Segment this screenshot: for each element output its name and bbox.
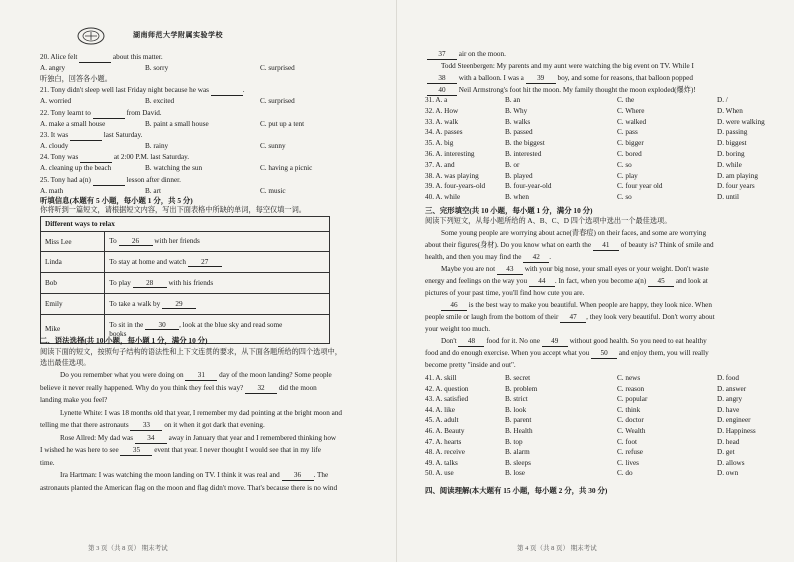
right-page bbox=[397, 0, 794, 562]
text-run: and look at bbox=[674, 277, 708, 285]
answer-blank[interactable] bbox=[211, 86, 243, 96]
text-run: To play bbox=[109, 278, 133, 287]
choice-d: D. were walking bbox=[717, 117, 765, 126]
option-a: A. make a small house bbox=[40, 119, 106, 128]
answer-blank[interactable]: 42 bbox=[523, 253, 549, 263]
choice-c: C. Where bbox=[617, 106, 645, 115]
answer-blank[interactable]: 27 bbox=[188, 258, 222, 267]
passage-line bbox=[40, 484, 337, 493]
choice-c: C. do bbox=[617, 469, 633, 478]
section-instruction: 阅读下面的短文，按照句子结构的语法性和上下文连贯的要求，从下面各题所给的四个选项中， bbox=[40, 348, 342, 356]
section-instruction: 你将听到一篇短文，请根据短文内容，写出下面表格中所缺的单词，每空仅填一词。 bbox=[40, 206, 306, 214]
person-name: Miss Lee bbox=[41, 232, 105, 252]
choice-b: B. walks bbox=[505, 117, 531, 126]
answer-blank[interactable]: 29 bbox=[162, 300, 196, 309]
answer-blank[interactable] bbox=[80, 153, 112, 163]
page-footer: 第 4 页（共 8 页） 期末考试 bbox=[517, 545, 597, 552]
text-run: lesson after dinner. bbox=[124, 175, 181, 184]
choice-b: B. or bbox=[505, 160, 520, 169]
text-run: with his friends bbox=[166, 278, 214, 287]
table-row bbox=[41, 273, 330, 294]
choice-d: D. own bbox=[717, 469, 739, 478]
choice-c: C. reason bbox=[617, 384, 645, 393]
text-run: 22. Tony learnt to bbox=[40, 108, 93, 117]
text-run: Maybe you are not bbox=[441, 265, 497, 273]
choice-b: B. problem bbox=[505, 384, 538, 393]
option-a: A. angry bbox=[40, 64, 66, 72]
choice-b: B. Why bbox=[505, 106, 528, 115]
answer-blank[interactable]: 41 bbox=[593, 241, 619, 251]
text-run: food for it. No one bbox=[484, 337, 542, 345]
choice-c: C. lives bbox=[617, 458, 639, 467]
choice-a: 36. A. interesting bbox=[425, 150, 475, 158]
choice-d: D. / bbox=[717, 96, 728, 104]
choice-c: C. foot bbox=[617, 437, 637, 446]
passage-line bbox=[425, 361, 516, 370]
school-logo-icon bbox=[76, 26, 106, 46]
text-run: with your big nose, your small eyes or your weight. Don't waste bbox=[522, 265, 709, 273]
person-name: Mike bbox=[41, 315, 105, 344]
choice-c: C. bored bbox=[617, 150, 642, 158]
passage-line bbox=[427, 50, 506, 60]
text-run: on it when it got dark that evening. bbox=[162, 421, 265, 429]
text-run: , look at the blue sky and read some bbox=[179, 320, 283, 329]
text-run: astronauts planted the American flag on the moon and flag didn't move. That's because there is no wind bbox=[40, 484, 338, 492]
table-heading: Different ways to relax bbox=[41, 217, 330, 232]
text-run: Some young people are worrying about acne(青春痘) on their faces, and some are worrying bbox=[441, 229, 707, 237]
passage-line bbox=[40, 396, 107, 405]
answer-blank[interactable]: 37 bbox=[427, 50, 457, 60]
choice-a: 43. A. satisfied bbox=[425, 395, 469, 404]
relax-table bbox=[40, 216, 330, 344]
question-stem bbox=[40, 86, 245, 96]
question-stem bbox=[40, 131, 142, 141]
text-run: did the moon bbox=[277, 384, 317, 392]
choice-b: B. four-year-old bbox=[505, 182, 552, 191]
option-b: B. sorry bbox=[145, 64, 169, 72]
text-run: books bbox=[109, 329, 127, 338]
answer-blank[interactable]: 30 bbox=[145, 321, 179, 330]
choice-b: B. played bbox=[505, 171, 533, 180]
person-name: Emily bbox=[41, 294, 105, 315]
person-name: Bob bbox=[41, 273, 105, 294]
option-c: C. music bbox=[260, 186, 286, 195]
choice-d: D. four years bbox=[717, 182, 755, 191]
option-a: A. cloudy bbox=[40, 141, 69, 150]
choice-d: D. When bbox=[717, 106, 743, 115]
choice-c: C. doctor bbox=[617, 416, 644, 425]
passage-line bbox=[60, 371, 332, 381]
answer-blank[interactable]: 33 bbox=[130, 421, 162, 431]
choice-d: D. have bbox=[717, 405, 740, 414]
choice-b: B. lose bbox=[505, 469, 525, 478]
text-run: about this matter. bbox=[111, 53, 163, 61]
listening-prompt: 听独白，回答各小题。 bbox=[40, 75, 112, 83]
passage-line bbox=[425, 253, 551, 263]
passage-line bbox=[425, 325, 490, 334]
text-run: Do you remember what you were doing on bbox=[60, 371, 186, 379]
table-row bbox=[41, 252, 330, 273]
choice-b: B. parent bbox=[505, 416, 532, 425]
option-c: C. sunny bbox=[260, 141, 286, 150]
passage-line bbox=[441, 229, 706, 238]
question-stem bbox=[40, 109, 162, 119]
text-run: health, and then you may find the bbox=[425, 253, 524, 261]
passage-line bbox=[40, 384, 317, 394]
text-run: To stay at home and watch bbox=[109, 257, 188, 266]
text-run: event that year. I never thought I would see that in my life bbox=[152, 446, 321, 454]
section-instruction: 选出最佳选项。 bbox=[40, 359, 91, 367]
text-run: , they look very beautiful. Don't worry about bbox=[586, 313, 715, 321]
choice-c: C. four year old bbox=[617, 182, 663, 191]
choice-d: D. passing bbox=[717, 128, 748, 137]
activity-cell bbox=[105, 294, 330, 315]
choice-d: D. angry bbox=[717, 395, 743, 404]
choice-b: B. Health bbox=[505, 427, 533, 435]
text-run: Todd Steenbergen: My parents and my aunt were watching the big event on TV. While I bbox=[441, 62, 694, 70]
answer-blank[interactable]: 45 bbox=[648, 277, 674, 287]
choice-c: C. news bbox=[617, 374, 641, 382]
text-run: 20. Alice felt bbox=[40, 53, 80, 61]
school-name: 湖南师范大学附属实验学校 bbox=[133, 31, 223, 39]
text-run: telling me that there astronauts bbox=[40, 421, 131, 429]
choice-d: D. get bbox=[717, 448, 735, 457]
answer-blank[interactable]: 47 bbox=[560, 313, 586, 323]
choice-c: C. Wealth bbox=[617, 427, 646, 435]
passage-line bbox=[427, 86, 696, 96]
answer-blank[interactable]: 34 bbox=[135, 434, 167, 444]
text-run: 21. Tony didn't sleep well last Friday night because he was bbox=[40, 86, 211, 95]
choice-a: 37. A. and bbox=[425, 160, 455, 169]
choice-b: B. the biggest bbox=[505, 139, 545, 148]
text-run: and enjoy them, you will really bbox=[617, 349, 709, 357]
choice-b: B. secret bbox=[505, 374, 531, 382]
choice-a: 39. A. four-years-old bbox=[425, 182, 486, 191]
activity-cell bbox=[105, 273, 330, 294]
answer-blank[interactable]: 32 bbox=[245, 384, 277, 394]
text-run: Ira Hartman: I was watching the moon landing on TV. I think it was real and bbox=[60, 471, 282, 479]
choice-a: 44. A. like bbox=[425, 405, 455, 414]
choice-d: D. boring bbox=[717, 150, 745, 158]
text-run: . bbox=[242, 86, 245, 95]
choice-b: B. interested bbox=[505, 150, 542, 158]
text-run: Rose Allred: My dad was bbox=[60, 434, 135, 442]
choice-d: D. while bbox=[717, 160, 742, 169]
answer-blank[interactable]: 35 bbox=[120, 446, 152, 456]
text-run: energy and feelings on the way you bbox=[425, 277, 529, 285]
answer-blank[interactable] bbox=[79, 53, 111, 63]
option-a: A. math bbox=[40, 186, 64, 195]
text-run: 25. Tony had a(n) bbox=[40, 175, 93, 184]
choice-a: 45. A. adult bbox=[425, 416, 459, 425]
text-run: pictures of your past time, you'll find how cute you are. bbox=[425, 289, 585, 297]
choice-a: 46. A. Beauty bbox=[425, 427, 465, 435]
passage-line bbox=[441, 301, 712, 311]
text-run: Neil Armstrong's foot hit the moon. My family thought the moon exploded(爆炸)! bbox=[457, 86, 696, 94]
table-row bbox=[41, 294, 330, 315]
text-run: about their figures(身材). Do you know what on earth the bbox=[425, 241, 593, 249]
answer-blank[interactable]: 50 bbox=[591, 349, 617, 359]
text-run: from David. bbox=[124, 108, 162, 117]
choice-b: B. when bbox=[505, 193, 529, 202]
text-run: . The bbox=[313, 471, 329, 479]
section-title-cloze: 三、完形填空(共 10 小题，每小题 1 分，满分 10 分) bbox=[425, 206, 593, 215]
passage-line bbox=[425, 313, 715, 323]
choice-d: D. Happiness bbox=[717, 427, 756, 435]
choice-d: D. until bbox=[717, 193, 739, 202]
table-row bbox=[41, 217, 330, 232]
option-b: B. art bbox=[145, 186, 161, 195]
text-run: boy, and some for reasons, that balloon popped bbox=[555, 74, 693, 82]
answer-blank[interactable]: 26 bbox=[119, 237, 153, 246]
text-run: 24. Tony was bbox=[40, 153, 81, 162]
choice-a: 49. A. talks bbox=[425, 458, 458, 467]
choice-a: 50. A. use bbox=[425, 469, 454, 478]
passage-line bbox=[40, 459, 55, 468]
passage-line bbox=[40, 446, 321, 456]
answer-blank[interactable]: 36 bbox=[282, 471, 314, 481]
question-stem bbox=[40, 153, 189, 163]
text-run: away in January that year and I remembered thinking how bbox=[166, 434, 337, 442]
passage-line bbox=[441, 337, 707, 347]
option-c: C. put up a tent bbox=[260, 119, 305, 128]
choice-d: D. am playing bbox=[717, 171, 758, 180]
text-run: . bbox=[549, 253, 552, 261]
person-name: Linda bbox=[41, 252, 105, 273]
choice-c: C. popular bbox=[617, 395, 648, 404]
section-title-fill: 听填信息(本题有 5 小题，每小题 1 分，共 5 分) bbox=[40, 196, 193, 205]
section-instruction: 阅读下列短文，从每小题所给的 A、B、C、D 四个选项中选出一个最佳选项。 bbox=[425, 217, 672, 225]
option-b: B. rainy bbox=[145, 141, 169, 150]
option-c: C. surprised bbox=[260, 97, 295, 106]
answer-blank[interactable]: 43 bbox=[497, 265, 523, 275]
text-run: with a balloon. I was a bbox=[457, 74, 526, 82]
choice-a: 47. A. hearts bbox=[425, 437, 462, 446]
passage-line bbox=[60, 434, 336, 444]
answer-blank[interactable]: 46 bbox=[441, 301, 467, 311]
option-b: B. excited bbox=[145, 97, 175, 106]
answer-blank[interactable]: 31 bbox=[185, 371, 217, 381]
answer-blank[interactable] bbox=[70, 131, 102, 141]
choice-b: B. sleeps bbox=[505, 458, 531, 467]
text-run: without good health. So you need to eat healthy bbox=[567, 337, 707, 345]
choice-a: 31. A. a bbox=[425, 96, 448, 104]
answer-blank[interactable]: 39 bbox=[526, 74, 556, 84]
answer-blank[interactable]: 40 bbox=[427, 86, 457, 96]
option-a: A. worried bbox=[40, 97, 72, 106]
choice-a: 33. A. walk bbox=[425, 117, 459, 126]
choice-a: 40. A. while bbox=[425, 193, 461, 202]
passage-line bbox=[40, 421, 265, 431]
choice-b: B. look bbox=[505, 405, 527, 414]
section-title-grammar: 二、语法选择(共 10 小题，每小题 1 分，满分 10 分) bbox=[40, 336, 208, 345]
passage-line bbox=[425, 289, 584, 298]
choice-a: 35. A. big bbox=[425, 139, 454, 148]
choice-d: D. food bbox=[717, 374, 739, 382]
text-run: food and do enough exercise. When you accept what you bbox=[425, 349, 592, 357]
choice-b: B. top bbox=[505, 437, 523, 446]
text-run: last Saturday. bbox=[101, 130, 143, 139]
choice-a: 41. A. skill bbox=[425, 374, 457, 382]
answer-blank[interactable] bbox=[93, 176, 125, 186]
text-run: people smile or laugh from the bottom of their bbox=[425, 313, 561, 321]
question-stem bbox=[40, 53, 163, 63]
option-a: A. cleaning up the beach bbox=[40, 164, 112, 173]
option-b: B. watching the sun bbox=[145, 164, 203, 173]
text-run: is the best way to make you beautiful. When people are happy, they look nice. When bbox=[467, 301, 712, 309]
choice-d: D. answer bbox=[717, 384, 747, 393]
choice-a: 38. A. was playing bbox=[425, 171, 479, 180]
option-b: B. paint a small house bbox=[145, 119, 209, 128]
text-run: 23. It was bbox=[40, 130, 70, 139]
passage-line bbox=[60, 471, 328, 481]
text-run: To take a walk by bbox=[109, 299, 163, 308]
choice-b: B. passed bbox=[505, 128, 533, 137]
passage-line bbox=[425, 241, 714, 251]
passage-line bbox=[441, 265, 709, 275]
choice-d: D. head bbox=[717, 437, 740, 446]
choice-b: B. alarm bbox=[505, 448, 530, 457]
answer-blank[interactable]: 48 bbox=[458, 337, 484, 347]
choice-c: C. play bbox=[617, 171, 638, 180]
answer-blank[interactable]: 44 bbox=[529, 277, 555, 287]
text-run: with her friends bbox=[152, 237, 200, 245]
choice-c: C. pass bbox=[617, 128, 638, 137]
text-run: To bbox=[109, 237, 119, 245]
passage-line bbox=[441, 62, 694, 71]
text-run: day of the moon landing? Some people bbox=[217, 371, 332, 379]
text-run: . In fact, when you become a(n) bbox=[554, 277, 649, 285]
choice-c: C. the bbox=[617, 96, 635, 104]
choice-c: C. walked bbox=[617, 117, 647, 126]
activity-cell bbox=[105, 252, 330, 273]
passage-line bbox=[60, 409, 342, 418]
choice-b: B. an bbox=[505, 96, 521, 104]
text-run: at 2:00 P.M. last Saturday. bbox=[112, 153, 190, 162]
choice-a: 42. A. question bbox=[425, 384, 469, 393]
page-footer: 第 3 页（共 8 页） 期末考试 bbox=[88, 545, 168, 552]
table-row bbox=[41, 232, 330, 252]
choice-c: C. so bbox=[617, 160, 632, 169]
answer-blank[interactable]: 38 bbox=[427, 74, 457, 84]
passage-line bbox=[427, 74, 693, 84]
text-run: believe it never really happened. Why do you think they feel this way? bbox=[40, 384, 246, 392]
passage-line bbox=[425, 277, 708, 287]
answer-blank[interactable] bbox=[93, 109, 125, 119]
choice-a: 34. A. passes bbox=[425, 128, 463, 137]
text-run: To sit in the bbox=[109, 320, 146, 329]
text-run: landing make you feel? bbox=[40, 396, 108, 404]
text-run: Lynette White: I was 18 months old that year, I remember my dad pointing at the bright moon and bbox=[60, 409, 343, 417]
choice-c: C. refuse bbox=[617, 448, 643, 457]
text-run: time. bbox=[40, 459, 55, 467]
text-run: Don't bbox=[441, 337, 459, 345]
choice-c: C. bigger bbox=[617, 139, 644, 148]
choice-c: C. so bbox=[617, 193, 632, 202]
text-run: I wished he was here to see bbox=[40, 446, 121, 454]
answer-blank[interactable]: 49 bbox=[542, 337, 568, 347]
option-c: C. having a picnic bbox=[260, 164, 313, 173]
choice-c: C. think bbox=[617, 405, 641, 414]
text-run: your weight too much. bbox=[425, 325, 491, 333]
choice-d: D. allows bbox=[717, 458, 745, 467]
choice-a: 48. A. receive bbox=[425, 448, 465, 457]
text-run: air on the moon. bbox=[457, 50, 506, 58]
question-stem bbox=[40, 176, 181, 186]
choice-b: B. strict bbox=[505, 395, 528, 404]
choice-d: D. biggest bbox=[717, 139, 747, 148]
choice-a: 32. A. How bbox=[425, 106, 459, 115]
text-run: become pretty "inside and out". bbox=[425, 361, 516, 369]
section-title-reading: 四、阅读理解(本大题有 15 小题，每小题 2 分，共 30 分) bbox=[425, 486, 608, 495]
activity-cell bbox=[105, 232, 330, 252]
text-run: of beauty is? Think of smile and bbox=[618, 241, 714, 249]
passage-line bbox=[425, 349, 709, 359]
option-c: C. surprised bbox=[260, 64, 295, 72]
choice-d: D. engineer bbox=[717, 416, 751, 425]
answer-blank[interactable]: 28 bbox=[133, 279, 167, 288]
